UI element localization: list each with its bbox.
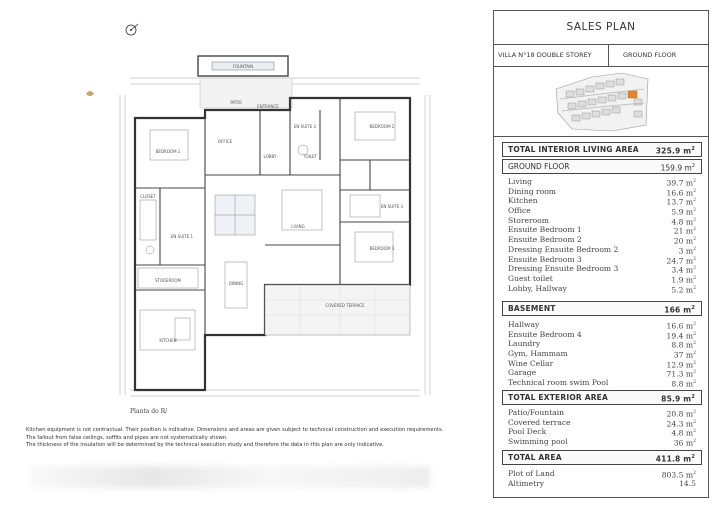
site-map-drawing xyxy=(552,69,652,135)
villa-label: VILLA N°18 DOUBLE STOREY xyxy=(494,45,609,66)
room-label-ensuite3: EN SUITE 3 xyxy=(380,204,404,209)
exterior-list xyxy=(502,408,702,447)
area-row xyxy=(502,479,702,489)
total-area-header: TOTAL AREA 411.8 $m^2$ xyxy=(502,450,702,465)
area-label: Hallway xyxy=(508,320,540,329)
area-row xyxy=(502,359,702,369)
svg-text:PATIO: PATIO xyxy=(230,100,242,105)
area-value: 16.6 $m^2$ xyxy=(666,188,696,198)
room-label-ensuite2: EN SUITE 2 xyxy=(293,124,317,129)
area-row xyxy=(502,284,702,294)
area-value: 16.6 $m^2$ xyxy=(666,321,696,331)
area-value: 36 $m^2$ xyxy=(673,438,696,448)
area-row xyxy=(502,274,702,284)
area-label: Guest toilet xyxy=(508,273,553,283)
area-value: 8.8 $m^2$ xyxy=(671,340,696,350)
area-label: Storeroom xyxy=(508,215,549,225)
area-label: Ensuite Bedroom 2 xyxy=(508,235,582,245)
area-value: 19.4 $m^2$ xyxy=(666,331,696,341)
area-value: 24.7 $m^2$ xyxy=(666,256,696,266)
room-label-closet: CLOSET xyxy=(140,194,156,199)
highlighted-villa-lot xyxy=(628,91,637,98)
area-value: 5.2 $m^2$ xyxy=(671,285,696,295)
disclaimer-line: The thickness of the insulation will be determined by the technical execution study and therefore the data in this plan are only indicative. xyxy=(26,442,384,448)
area-value: 1.9 $m^2$ xyxy=(671,275,696,285)
area-label: Office xyxy=(508,206,531,216)
plot-list xyxy=(502,469,702,488)
basement-header: BASEMENT 166 $m^2$ xyxy=(502,301,702,316)
area-row xyxy=(502,196,702,206)
area-row xyxy=(502,255,702,265)
area-label: Swimming pool xyxy=(508,437,568,447)
compass-icon xyxy=(126,24,138,35)
area-row xyxy=(502,349,702,359)
area-label: Dressing Ensuite Bedroom 2 xyxy=(508,244,619,254)
plan-caption: Planta do R/ xyxy=(130,408,168,415)
area-label: Covered terrace xyxy=(508,417,571,427)
svg-text:FOUNTAIN: FOUNTAIN xyxy=(232,64,254,69)
area-value: 3.4 $m^2$ xyxy=(671,265,696,275)
area-value: 71.3 $m^2$ xyxy=(666,369,696,379)
area-value: 8.8 $m^2$ xyxy=(671,379,696,389)
area-value: 4.8 $m^2$ xyxy=(671,428,696,438)
area-row xyxy=(502,469,702,479)
basement-list xyxy=(502,320,702,388)
area-value: 13.7 $m^2$ xyxy=(666,197,696,207)
area-row xyxy=(502,235,702,245)
area-row xyxy=(502,187,702,197)
area-row xyxy=(502,245,702,255)
area-row xyxy=(502,378,702,388)
area-label: Ensuite Bedroom 3 xyxy=(508,254,582,264)
fountain xyxy=(198,56,288,76)
room-label-storeroom: STOREROOM xyxy=(155,278,181,283)
area-row xyxy=(502,330,702,340)
svg-text:COVERED TERRACE: COVERED TERRACE xyxy=(325,303,365,308)
sales-plan-panel xyxy=(493,10,709,498)
blurred-footer xyxy=(30,466,430,488)
room-label-bedroom3: BEDROOM 3 xyxy=(369,246,395,251)
area-row xyxy=(502,177,702,187)
room-label-office: OFFICE xyxy=(217,139,233,144)
ground-floor-header: GROUND FLOOR 159.9 $m^2$ xyxy=(502,159,702,174)
room-label-bedroom2: BEDROOM 2 xyxy=(369,124,395,129)
logo-icon xyxy=(86,91,94,96)
area-label: Lobby, Hallway xyxy=(508,283,567,293)
area-row xyxy=(502,427,702,437)
area-label: Plot of Land xyxy=(508,469,555,478)
disclaimer-line: The fallout from false ceilings, soffits and pipes are not systematically shown. xyxy=(26,434,228,441)
total-interior-header: TOTAL INTERIOR LIVING AREA 325.9 $m^2$ xyxy=(502,142,702,157)
panel-title: SALES PLAN xyxy=(494,11,708,45)
area-value: 803.5 $m^2$ xyxy=(661,470,696,480)
building-walls xyxy=(135,98,410,390)
panel-subheader xyxy=(494,45,708,67)
area-row xyxy=(502,408,702,418)
room-label-lobby: LOBBY xyxy=(263,154,277,159)
area-label: Wine Cellar xyxy=(508,358,554,368)
area-label: Dining room xyxy=(508,186,556,196)
area-value: 12.9 $m^2$ xyxy=(666,360,696,370)
area-label: Patio/Fountain xyxy=(508,408,565,417)
floor-label: GROUND FLOOR xyxy=(623,51,677,59)
area-label: Gym, Hammam xyxy=(508,349,568,359)
area-label: Garage xyxy=(508,368,537,378)
area-value: 37 $m^2$ xyxy=(673,350,696,360)
room-label-ensuite1: EN SUITE 1 xyxy=(170,234,194,239)
area-row xyxy=(502,368,702,378)
room-label-toilet: TOILET xyxy=(303,154,317,159)
ground-floor-list xyxy=(502,177,702,293)
disclaimer-line: Kitchen equipment is not contractual. Their position is indicative. Dimensions and areas are given subject to technical construction and execution requirements. xyxy=(26,427,444,433)
room-label-bedroom1: BEDROOM 1 xyxy=(155,149,181,154)
room-label-dining: DINING xyxy=(228,281,244,286)
total-exterior-header: TOTAL EXTERIOR AREA 85.9 $m^2$ xyxy=(502,390,702,405)
area-value: 20.8 $m^2$ xyxy=(666,409,696,419)
area-label: Laundry xyxy=(508,339,541,349)
area-row xyxy=(502,320,702,330)
site-map xyxy=(494,67,708,137)
area-value: 24.3 $m^2$ xyxy=(666,419,696,429)
area-label: Ensuite Bedroom 4 xyxy=(508,329,582,339)
area-label: Living xyxy=(508,177,532,186)
area-row xyxy=(502,437,702,447)
area-row xyxy=(502,206,702,216)
area-row xyxy=(502,339,702,349)
area-row xyxy=(502,216,702,226)
area-row xyxy=(502,225,702,235)
area-value: 4.8 $m^2$ xyxy=(671,217,696,227)
area-row xyxy=(502,418,702,428)
area-label: Altimetry xyxy=(508,478,545,488)
room-label-kitchen: KITCHEN xyxy=(159,338,177,343)
area-value: 5.9 $m^2$ xyxy=(671,207,696,217)
area-value: 39.7 $m^2$ xyxy=(666,178,696,188)
area-label: Ensuite Bedroom 1 xyxy=(508,225,582,235)
area-label: Pool Deck xyxy=(508,427,547,437)
area-row xyxy=(502,264,702,274)
area-value: 3 $m^2$ xyxy=(678,246,696,256)
area-label: Dressing Ensuite Bedroom 3 xyxy=(508,264,619,274)
area-value: 14.5 xyxy=(679,478,696,488)
room-label-living: LIVING xyxy=(291,224,305,229)
area-value: 20 $m^2$ xyxy=(673,236,696,246)
area-value: 21 $m^2$ xyxy=(673,226,696,236)
area-label: Technical room swim Pool xyxy=(508,378,609,388)
covered-terrace xyxy=(265,285,410,335)
area-label: Kitchen xyxy=(508,196,538,206)
room-label-entrance: ENTRANCE xyxy=(257,104,279,109)
disclaimer-text xyxy=(26,427,486,450)
